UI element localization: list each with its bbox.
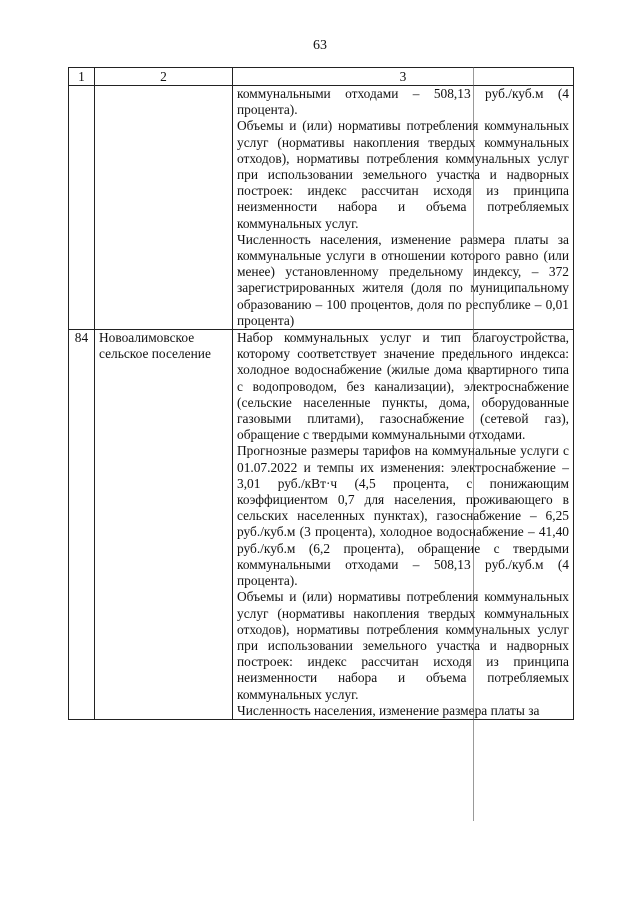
description-paragraph: Прогнозные размеры тарифов на коммунальные услуги с 01.07.2022 и темпы их изменения: электроснабжение – 3,01 руб./кВт·ч (4,5 процента, с понижающим коэффициентом 0,7 для населения, проживающего в сельских населенных пунктах), газоснабжение – 6,25 руб./куб.м (3 процента), холодное водоснабжение – 41,40 руб./куб.м (6,2 процента), обращение с твердыми коммунальными отходами – 508,13 руб./куб.м (4 процента). [237,443,569,589]
table-row-continued [69,86,574,330]
row-description-cell [233,86,574,330]
header-col-1: 1 [69,68,95,86]
page-number: 63 [313,38,327,53]
description-paragraph: Набор коммунальных услуг и тип благоустройства, которому соответствует значение предельного индекса: холодное водоснабжение (жилые дома квартирного типа с водопроводом, без канализации), электроснабжение (сельские населенные пункты, дома, оборудованные газовыми плитами), газоснабжение (сетевой газ), обращение с твердыми коммунальными отходами. [237,330,569,443]
table-row-84 [69,330,574,720]
description-paragraph: Объемы и (или) нормативы потребления коммунальных услуг (нормативы накопления твердых коммунальных отходов), нормативы потребления коммунальных услуг при использовании земельного участка и надворных построек: индекс рассчитан исходя из принципа неизменности набора и объема потребляемых коммунальных услуг. [237,118,569,231]
header-col-2: 2 [95,68,233,86]
row-description-cell [233,330,574,720]
tariff-table [68,67,574,720]
description-paragraph: Численность населения, изменение размера платы за коммунальные услуги в отношении которого равно (или менее) установленному предельному индексу, – 372 зарегистрированных жителя (доля по муниципальному образованию – 100 процентов, доля по республике – 0,01 процента) [237,231,569,328]
description-paragraph: Объемы и (или) нормативы потребления коммунальных услуг (нормативы накопления твердых коммунальных отходов), нормативы потребления коммунальных услуг при использовании земельного участка и надворных построек: индекс рассчитан исходя из принципа неизменности набора и объема потребляемых коммунальных услуг. [237,589,569,702]
scan-artifact-line [473,67,474,821]
table-header-row [69,68,574,86]
row-number-cell [69,86,95,330]
row-number-cell: 84 [69,330,95,720]
description-paragraph: Численность населения, изменение размера платы за [237,702,540,718]
row-name-cell [95,86,233,330]
settlement-name-cell: Новоалимовское сельское поселение [95,330,233,720]
description-paragraph: коммунальными отходами – 508,13 руб./куб.м (4 процента). [237,86,569,118]
header-col-3: 3 [233,68,574,86]
